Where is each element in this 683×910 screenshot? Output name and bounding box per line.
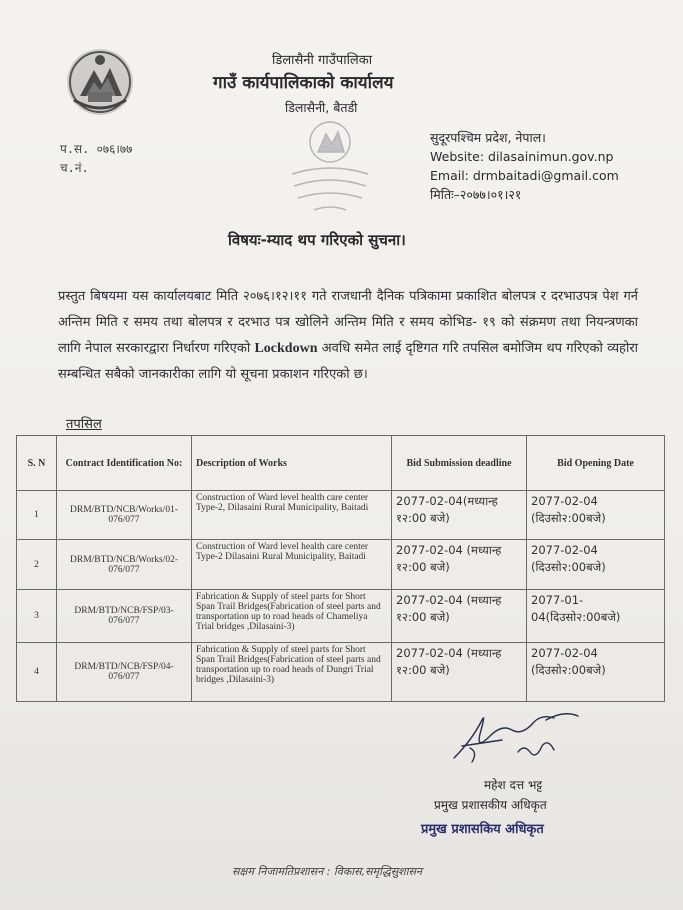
table-row bbox=[17, 491, 665, 540]
cell-opening: 2077-01-04(दिउसो२:00बजे) bbox=[527, 590, 665, 643]
cell-sn: 2 bbox=[17, 540, 57, 590]
bid-schedule-table bbox=[16, 435, 665, 702]
cell-contract-id: DRM/BTD/NCB/FSP/03-076/077 bbox=[57, 590, 192, 643]
subject-line: विषयः-म्याद थप गरिएको सुचना। bbox=[228, 231, 406, 249]
footer-slogan: सक्षम निजामतिप्रशासन : विकास,समृद्धिसुशासन bbox=[232, 865, 423, 878]
signatory-stamp: प्रमुख प्रशासकिय अधिकृत bbox=[421, 822, 544, 837]
body-text-before: प्रस्तुत बिषयमा यस कार्यालयबाट मिति २०७६।१२।११ गते राजधानी दैनिक पत्रिकामा प्रकाशित बोलपत्र र दरभाउपत्र पेश गर्न अन्तिम मिति र समय तथा बोलपत्र र दरभाउ पत्र खोलिने अन्तिम मिति र समय कोभिड- १९ को संक्रमण तथा नियन्त्रणका लागि नेपाल सरकारद्वारा निर्धारण गरिएको bbox=[58, 289, 638, 356]
cell-contract-id: DRM/BTD/NCB/Works/02-076/077 bbox=[57, 540, 192, 590]
office-location: डिलासैनी, बैतडी bbox=[285, 100, 358, 115]
municipality-name: डिलासैनी गाउँपालिका bbox=[272, 53, 373, 68]
email-line: Email: drmbaitadi@gmail.com bbox=[430, 168, 619, 183]
reference-block bbox=[60, 140, 132, 178]
header-opening: Bid Opening Date bbox=[527, 436, 665, 491]
contact-block bbox=[430, 128, 619, 204]
cell-contract-id: DRM/BTD/NCB/FSP/04-076/077 bbox=[57, 643, 192, 702]
cell-description: Fabrication & Supply of steel parts for Short Span Trail Bridges(Fabrication of steel parts and transportation up to road heads of Chameliya Trial bridges ,Dilasaini-3) bbox=[192, 590, 392, 643]
cell-deadline: 2077-02-04 (मध्यान्ह १२:00 बजे) bbox=[392, 590, 527, 643]
cell-sn: 4 bbox=[17, 643, 57, 702]
table-header-row bbox=[17, 436, 665, 491]
header-description: Description of Works bbox=[192, 436, 392, 491]
notice-body bbox=[58, 284, 638, 388]
cell-description: Construction of Ward level health care center Type-2 Dilasaini Rural Municipality, Baitadi bbox=[192, 540, 392, 590]
dispatch-number: च.नं. bbox=[60, 161, 89, 175]
table-row bbox=[17, 540, 665, 590]
schedule-label: तपसिल bbox=[66, 417, 102, 432]
office-seal-stamp bbox=[284, 112, 376, 222]
signatory-title: प्रमुख प्रशासकीय अधिकृत bbox=[434, 798, 547, 812]
cell-deadline: 2077-02-04(मध्यान्ह १२:00 बजे) bbox=[392, 491, 527, 540]
website-line: Website: dilasainimun.gov.np bbox=[430, 149, 614, 164]
cell-opening: 2077-02-04 (दिउसो२:00बजे) bbox=[527, 540, 665, 590]
table-row bbox=[17, 590, 665, 643]
cell-opening: 2077-02-04 (दिउसो२:00बजे) bbox=[527, 643, 665, 702]
handwritten-signature bbox=[442, 700, 582, 770]
cell-description: Construction of Ward level health care center Type-2, Dilasaini Rural Municipality, Baitadi bbox=[192, 491, 392, 540]
government-emblem-icon bbox=[64, 46, 136, 118]
body-text-lockdown: Lockdown bbox=[254, 341, 318, 356]
cell-description: Fabrication & Supply of steel parts for Short Span Trail Bridges(Fabrication of steel parts and transportation up to road heads of Dungri Trial bridges ,Dilasaini-3) bbox=[192, 643, 392, 702]
header-contract-id: Contract Identification No: bbox=[57, 436, 192, 491]
letter-number: प.स. ०७६।७७ bbox=[60, 142, 133, 156]
cell-deadline: 2077-02-04 (मध्यान्ह १२:00 बजे) bbox=[392, 540, 527, 590]
office-name: गाउँ कार्यपालिकाको कार्यालय bbox=[213, 73, 394, 93]
cell-contract-id: DRM/BTD/NCB/Works/01-076/077 bbox=[57, 491, 192, 540]
date-line: मितिः–२०७७।०१।२१ bbox=[430, 187, 522, 202]
body-text-after: अवधि समेत लाई दृष्टिगत गरि तपसिल बमोजिम थप गरिएको व्यहोरा सम्बन्धित सबैको जानकारीका लागि यो सूचना प्रकाशन गरिएको छ। bbox=[58, 341, 639, 382]
header-deadline: Bid Submission deadline bbox=[392, 436, 527, 491]
cell-sn: 3 bbox=[17, 590, 57, 643]
province-line: सुदूरपश्चिम प्रदेश, नेपाल। bbox=[430, 130, 546, 145]
signatory-name: महेश दत्त भट्ट bbox=[484, 778, 543, 792]
header-sn: S. N bbox=[17, 436, 57, 491]
cell-deadline: 2077-02-04 (मध्यान्ह १२:00 बजे) bbox=[392, 643, 527, 702]
table-row bbox=[17, 643, 665, 702]
cell-opening: 2077-02-04 (दिउसो२:00बजे) bbox=[527, 491, 665, 540]
cell-sn: 1 bbox=[17, 491, 57, 540]
